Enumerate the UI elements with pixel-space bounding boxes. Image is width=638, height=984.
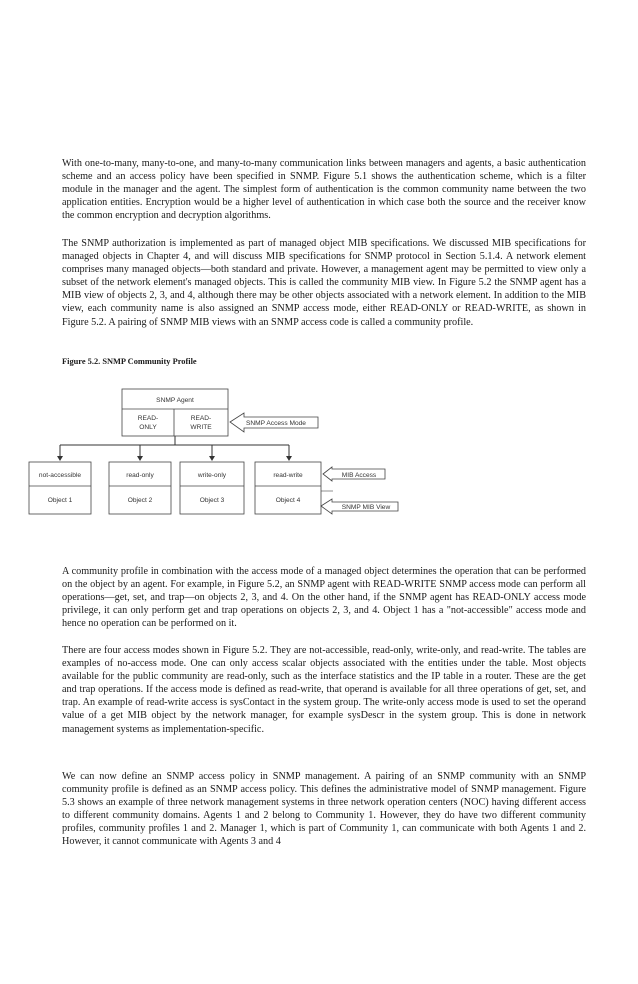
mode-read-only-line1: READ-: [137, 415, 159, 422]
access-mode-label: SNMP Access Mode: [246, 420, 306, 427]
paragraph-access-policy: We can now define an SNMP access policy in SNMP management. A pairing of an SNMP community with an SNMP community profile is defined as an SNMP access policy. This defines the administrative model of SNMP management. Figure 5.3 shows an example of three network management systems in three network operation centers (NOC) having different access to different community domains. Agents 1 and 2 belong to Community 1. However, they do have two different community profiles, community profiles 1 and 2. Manager 1, which is part of Community 1, can communicate with both Agents 1 and 2. However, it cannot communicate with Agents 3 and 4: [62, 771, 586, 848]
paragraph-access-modes: There are four access modes shown in Figure 5.2. They are not-accessible, read-only, write-only, and read-write. The tables are examples of no-access mode. One can only access scalar objects associated with the entities under the table. Most objects available for the public community are read-only, such as the interface statistics and the IP table in a router. These are the get and trap operations. If the access mode is defined as read-write, that operand is available for all three operations of get, set, and trap. An example of read-write access is sysContact in the system group. The write-only access mode is used to set the operand value of a get MIB object by the network manager, for example sysDescr in the system group. This is done in network management systems as implementation-specific.: [62, 645, 586, 735]
mode-read-only-line2: ONLY: [139, 424, 157, 431]
mode-read-write-line1: READ-: [190, 415, 212, 422]
paragraph-community-profile: A community profile in combination with the access mode of a managed object determines the operation that can be performed on the object by an agent. For example, in Figure 5.2, an SNMP agent with READ-WRITE SNMP access mode can perform all operations—get, set, and trap—on objects 2, 3, and 4. On the other hand, if the SNMP agent has READ-ONLY access mode privilege, it can only perform get and trap operations on objects 2, 3, and 4. Object 1 has a "not-accessible" access mode and hence no operation can be performed on it.: [62, 566, 586, 630]
object-column-1: [29, 462, 91, 514]
mib-access-label: MIB Access: [341, 472, 377, 479]
object-3-name: Object 3: [199, 497, 225, 504]
object-3-access: write-only: [197, 472, 227, 479]
mib-view-label: SNMP MIB View: [341, 504, 391, 511]
object-4-access: read-write: [273, 472, 303, 479]
agent-title: SNMP Agent: [156, 397, 194, 404]
object-1-name: Object 1: [47, 497, 73, 504]
object-4-name: Object 4: [275, 497, 301, 504]
paragraph-authorization: The SNMP authorization is implemented as part of managed object MIB specifications. We discussed MIB specifications for managed objects in Chapter 4, and will discuss MIB specifications for SNMP protocol in Section 5.1.4. A network element comprises many managed objects—both standard and private. However, a management agent may be permitted to view only a subset of the network element's managed objects. This is called the community MIB view. In Figure 5.2 the SNMP agent has a MIB view of objects 2, 3, and 4, although there may be other objects associated with a network element. In addition to the MIB view, each community name is also assigned an SNMP access mode, either READ-ONLY or READ-WRITE, as shown in Figure 5.2. A pairing of SNMP MIB views with an SNMP access code is called a community profile.: [62, 238, 586, 328]
paragraph-authentication: With one-to-many, many-to-one, and many-to-many communication links between managers and agents, a basic authentication scheme and an access policy have been specified in SNMP. Figure 5.1 shows the authentication scheme, which is a filter module in the manager and the agent. The simplest form of authentication is the common community name between the two application entities. Encryption would be a higher level of authentication in which case both the source and the receiver know the common encryption and decryption algorithms.: [62, 158, 586, 222]
object-column-2: [109, 462, 171, 514]
object-column-4: [255, 462, 321, 514]
object-column-3: [180, 462, 244, 514]
mode-read-write-line2: WRITE: [190, 424, 212, 431]
object-2-access: read-only: [126, 472, 154, 479]
figure-caption: Figure 5.2. SNMP Community Profile: [62, 357, 197, 366]
object-1-access: not-accessible: [38, 472, 82, 479]
object-2-name: Object 2: [127, 497, 153, 504]
